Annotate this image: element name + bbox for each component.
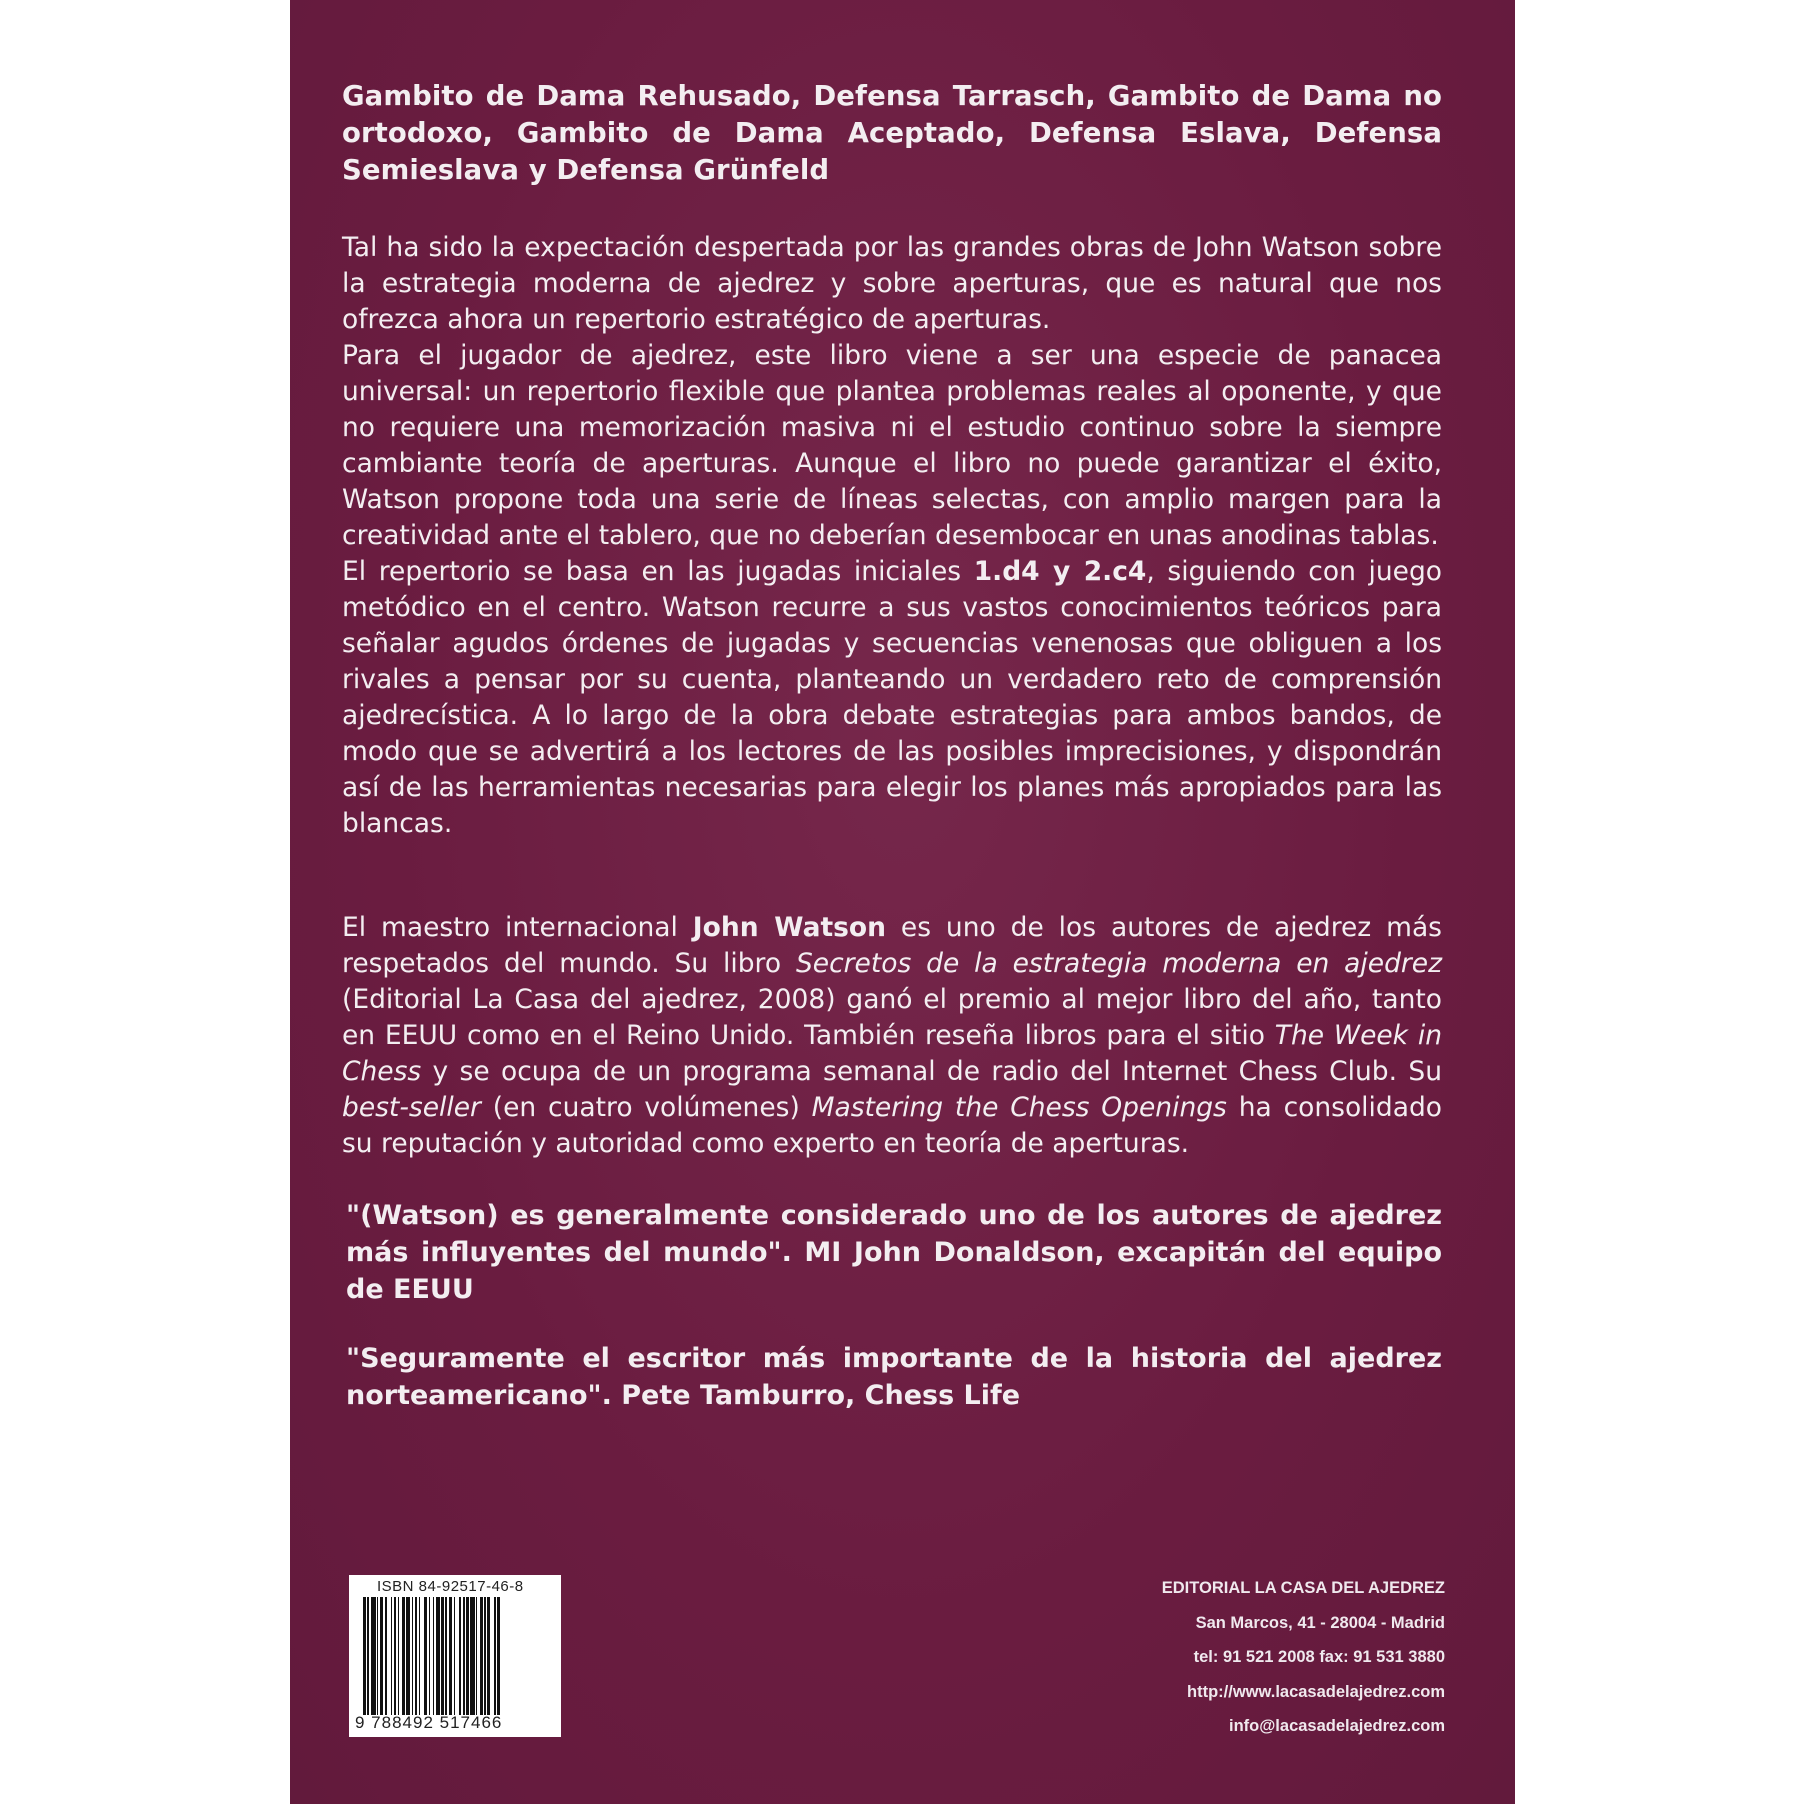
quote-tamburro: "Seguramente el escritor más importante de la historia del ajedrez norteamericano". Pete Tamburro, Chess Life	[346, 1343, 1442, 1411]
description-paragraph: Para el jugador de ajedrez, este libro viene a ser una especie de panacea universal: un repertorio flexible que plantea problemas reales al oponente, y que no requiere una memorización masiva ni el estudio continuo sobre la siempre cambiante teoría de aperturas. Aunque el libro no puede garantizar el éxito, Watson propone toda una serie de líneas selectas, con amplio margen para la creatividad ante el tablero, que no deberían desembocar en unas anodinas tablas.	[342, 340, 1442, 551]
bio-text: ha consolidado su reputación y autoridad como experto en teoría de aperturas.	[342, 1092, 1442, 1159]
back-cover	[290, 0, 1515, 1804]
author-bio	[342, 910, 1442, 1162]
site-title: The Week in Chess	[342, 1020, 1442, 1087]
bio-text: (en cuatro volúmenes)	[480, 1092, 812, 1123]
isbn-barcode	[349, 1575, 561, 1737]
description-text: El repertorio se basa en las jugadas iniciales	[342, 556, 974, 587]
description-paragraph	[342, 554, 1442, 842]
book-description	[342, 230, 1442, 842]
publisher-email: info@lacasadelajedrez.com	[1228, 1717, 1445, 1735]
publisher-phone: tel: 91 521 2008 fax: 91 531 3880	[1193, 1648, 1445, 1666]
barcode-bars	[363, 1597, 547, 1715]
bestseller-term: best-seller	[342, 1092, 481, 1123]
barcode-number: 9 788492 517466	[355, 1713, 503, 1732]
description-text: , siguiendo con juego metódico en el centro. Watson recurre a sus vastos conocimientos teóricos para señalar agudos órdenes de jugadas y secuencias venenosas que obliguen a los rivales a pensar por su cuenta, planteando un verdadero reto de comprensión ajedrecística. A lo largo de la obra debate estrategias para ambos bandos, de modo que se advertirá a los lectores de las posibles imprecisiones, y dispondrán así de las herramientas necesarias para elegir los planes más apropiados para las blancas.	[342, 556, 1442, 839]
quote-donaldson: "(Watson) es generalmente considerado uno de los autores de ajedrez más influyentes del mundo". MI John Donaldson, excapitán del equipo de EEUU	[346, 1200, 1442, 1305]
openings-heading: Gambito de Dama Rehusado, Defensa Tarrasch, Gambito de Dama no ortodoxo, Gambito de Dama Aceptado, Defensa Eslava, Defensa Semieslava y Defensa Grünfeld	[342, 80, 1442, 186]
bio-text: El maestro internacional	[342, 912, 693, 943]
publisher-info	[1145, 1571, 1445, 1744]
opening-moves: 1.d4 y 2.c4	[973, 556, 1147, 587]
publisher-name: EDITORIAL LA CASA DEL AJEDREZ	[1161, 1579, 1445, 1597]
publisher-address: San Marcos, 41 - 28004 - Madrid	[1195, 1613, 1445, 1632]
book-title: Mastering the Chess Openings	[811, 1092, 1227, 1123]
description-paragraph: Tal ha sido la expectación despertada por las grandes obras de John Watson sobre la estrategia moderna de ajedrez y sobre aperturas, que es natural que nos ofrezca ahora un repertorio estratégico de aperturas.	[342, 232, 1442, 335]
bio-paragraph	[342, 910, 1442, 1162]
isbn-label: ISBN 84-92517-46-8	[377, 1578, 524, 1595]
author-name: John Watson	[692, 912, 886, 943]
book-title: Secretos de la estrategia moderna en ajedrez	[795, 948, 1443, 979]
bio-text: y se ocupa de un programa semanal de radio del Internet Chess Club. Su	[421, 1056, 1442, 1087]
bio-text: (Editorial La Casa del ajedrez, 2008) ganó el premio al mejor libro del año, tanto en EEUU como en el Reino Unido. También reseña libros para el sitio	[342, 984, 1442, 1051]
bio-text: es uno de los autores de ajedrez más respetados del mundo. Su libro	[342, 912, 1442, 979]
publisher-website: http://www.lacasadelajedrez.com	[1187, 1682, 1445, 1701]
